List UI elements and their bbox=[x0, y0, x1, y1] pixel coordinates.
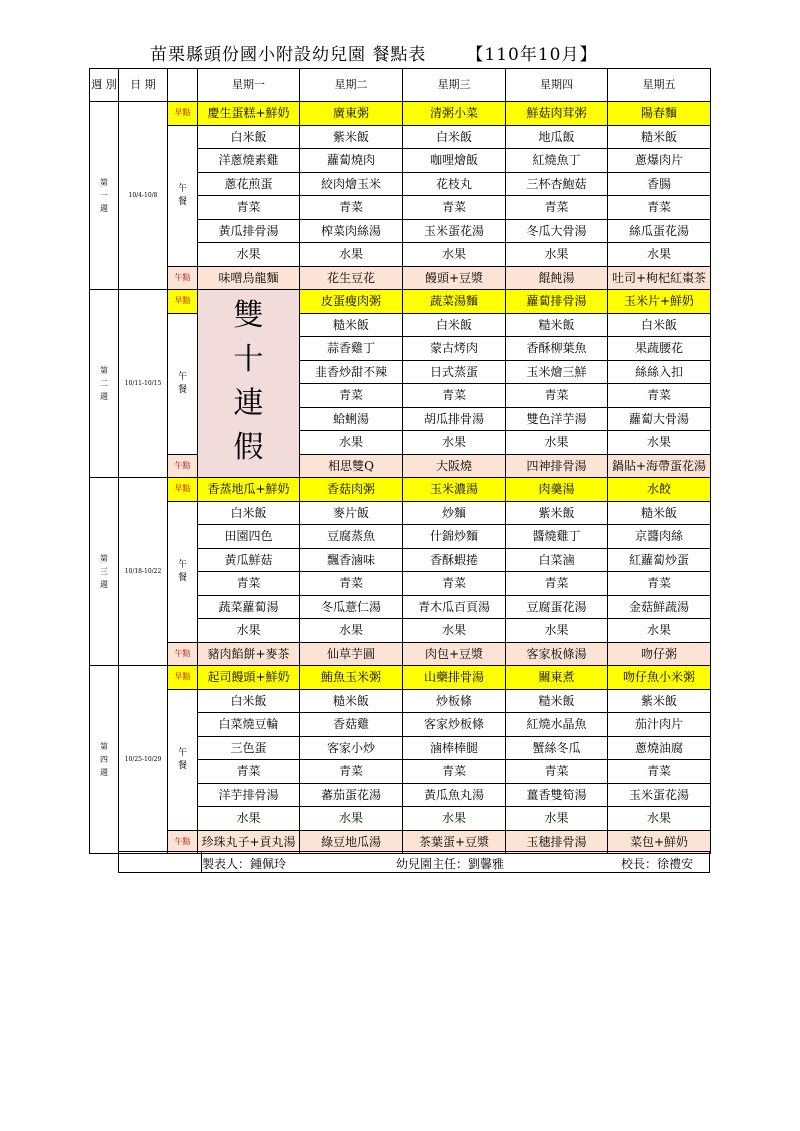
lunch-item: 絲瓜蛋花湯 bbox=[608, 219, 711, 243]
lunch-item: 青菜 bbox=[403, 760, 506, 784]
snack-item: 饅頭+豆漿 bbox=[403, 266, 506, 290]
lunch-label: 午 餐 bbox=[168, 689, 198, 830]
lunch-item: 黃瓜鮮菇 bbox=[198, 548, 300, 572]
lunch-item: 青菜 bbox=[506, 384, 608, 408]
lunch-row bbox=[90, 501, 711, 525]
snack-item: 客家板條湯 bbox=[506, 642, 608, 666]
lunch-item: 炒板條 bbox=[403, 689, 506, 713]
lunch-item: 客家小炒 bbox=[300, 736, 403, 760]
lunch-item: 果蔬腰花 bbox=[608, 337, 711, 361]
snack-item: 茶葉蛋+豆漿 bbox=[403, 830, 506, 854]
lunch-item: 水果 bbox=[198, 243, 300, 267]
lunch-item: 水果 bbox=[300, 807, 403, 831]
lunch-item: 糙米飯 bbox=[506, 689, 608, 713]
breakfast-item: 廣東粥 bbox=[300, 102, 403, 126]
lunch-item: 茄汁肉片 bbox=[608, 713, 711, 737]
breakfast-item: 鮪魚玉米粥 bbox=[300, 666, 403, 690]
day-header: 星期一 bbox=[198, 69, 300, 102]
lunch-item: 香菇雞 bbox=[300, 713, 403, 737]
snack-label: 午點 bbox=[168, 454, 198, 478]
lunch-item: 三色蛋 bbox=[198, 736, 300, 760]
menu-title: 苗栗縣頭份國小附設幼兒園 餐點表 bbox=[150, 45, 427, 65]
month-tag: 【110年10月】 bbox=[466, 45, 598, 65]
breakfast-label: 早點 bbox=[168, 102, 198, 126]
lunch-row bbox=[90, 125, 711, 149]
lunch-item: 水果 bbox=[198, 807, 300, 831]
snack-item: 大阪燒 bbox=[403, 454, 506, 478]
lunch-item: 青菜 bbox=[608, 196, 711, 220]
lunch-row bbox=[90, 313, 711, 337]
lunch-item: 紫米飯 bbox=[608, 689, 711, 713]
lunch-item: 糙米飯 bbox=[506, 313, 608, 337]
lunch-item: 玉米蛋花湯 bbox=[608, 783, 711, 807]
lunch-item: 白米飯 bbox=[198, 689, 300, 713]
lunch-item: 蘿蔔大骨湯 bbox=[608, 407, 711, 431]
snack-item: 鍋貼+海帶蛋花湯 bbox=[608, 454, 711, 478]
lunch-item: 紅燒魚丁 bbox=[506, 149, 608, 173]
snack-item: 餛飩湯 bbox=[506, 266, 608, 290]
lunch-label: 午 餐 bbox=[168, 313, 198, 454]
lunch-item: 香腸 bbox=[608, 172, 711, 196]
lunch-item: 青菜 bbox=[403, 196, 506, 220]
lunch-item: 蔥爆肉片 bbox=[608, 149, 711, 173]
lunch-item: 糙米飯 bbox=[608, 125, 711, 149]
lunch-item: 糙米飯 bbox=[608, 501, 711, 525]
lunch-item: 青菜 bbox=[300, 196, 403, 220]
lunch-item: 蔬菜蘿蔔湯 bbox=[198, 595, 300, 619]
breakfast-label: 早點 bbox=[168, 666, 198, 690]
snack-item: 吐司+枸杞紅棗茶 bbox=[608, 266, 711, 290]
lunch-item: 豆腐蒸魚 bbox=[300, 525, 403, 549]
lunch-item: 雙色洋芋湯 bbox=[506, 407, 608, 431]
lunch-item: 水果 bbox=[506, 619, 608, 643]
snack-row bbox=[90, 266, 711, 290]
lunch-item: 蔥燒油腐 bbox=[608, 736, 711, 760]
lunch-item: 青菜 bbox=[198, 572, 300, 596]
snack-label: 午點 bbox=[168, 266, 198, 290]
breakfast-row bbox=[90, 102, 711, 126]
breakfast-row bbox=[90, 666, 711, 690]
snack-item: 豬肉餡餅+麥茶 bbox=[198, 642, 300, 666]
lunch-item: 白米飯 bbox=[198, 125, 300, 149]
sig-divider bbox=[118, 852, 119, 873]
lunch-item: 醬燒雞丁 bbox=[506, 525, 608, 549]
lunch-item: 京醬肉絲 bbox=[608, 525, 711, 549]
lunch-item: 糙米飯 bbox=[300, 313, 403, 337]
lunch-item: 水果 bbox=[608, 431, 711, 455]
breakfast-item: 陽春麵 bbox=[608, 102, 711, 126]
page-title bbox=[150, 40, 650, 65]
lunch-item: 青菜 bbox=[506, 196, 608, 220]
snack-label: 午點 bbox=[168, 642, 198, 666]
lunch-item: 絞肉燴玉米 bbox=[300, 172, 403, 196]
lunch-item: 飄香滷味 bbox=[300, 548, 403, 572]
lunch-item: 炒麵 bbox=[403, 501, 506, 525]
lunch-item: 日式蒸蛋 bbox=[403, 360, 506, 384]
week-date: 10/18-10/22 bbox=[119, 478, 168, 666]
lunch-item: 蒜香雞丁 bbox=[300, 337, 403, 361]
week-header: 週 別 bbox=[90, 69, 119, 102]
menu-table bbox=[89, 68, 711, 854]
lunch-item: 水果 bbox=[608, 619, 711, 643]
lunch-item: 香酥蝦捲 bbox=[403, 548, 506, 572]
lunch-item: 麥片飯 bbox=[300, 501, 403, 525]
week-label: 第 一 週 bbox=[90, 102, 119, 290]
breakfast-row bbox=[90, 290, 711, 314]
lunch-label: 午 餐 bbox=[168, 125, 198, 266]
lunch-item: 白米飯 bbox=[403, 125, 506, 149]
lunch-item: 滷棒棒腿 bbox=[403, 736, 506, 760]
lunch-item: 水果 bbox=[403, 807, 506, 831]
lunch-item: 金菇鮮蔬湯 bbox=[608, 595, 711, 619]
lunch-item: 絲絲入扣 bbox=[608, 360, 711, 384]
lunch-item: 水果 bbox=[608, 243, 711, 267]
lunch-item: 水果 bbox=[300, 243, 403, 267]
lunch-item: 水果 bbox=[300, 619, 403, 643]
lunch-item: 糙米飯 bbox=[300, 689, 403, 713]
lunch-item: 蒙古烤肉 bbox=[403, 337, 506, 361]
lunch-item: 香酥柳葉魚 bbox=[506, 337, 608, 361]
breakfast-label: 早點 bbox=[168, 478, 198, 502]
meal-header bbox=[168, 69, 198, 102]
lunch-item: 花枝丸 bbox=[403, 172, 506, 196]
lunch-item: 黃瓜魚丸湯 bbox=[403, 783, 506, 807]
lunch-item: 水果 bbox=[608, 807, 711, 831]
day-header: 星期五 bbox=[608, 69, 711, 102]
lunch-item: 青木瓜百頁湯 bbox=[403, 595, 506, 619]
menu-table-wrapper bbox=[89, 68, 710, 854]
lunch-item: 白米飯 bbox=[608, 313, 711, 337]
breakfast-item: 關東煮 bbox=[506, 666, 608, 690]
snack-item: 四神排骨湯 bbox=[506, 454, 608, 478]
lunch-item: 蟹絲冬瓜 bbox=[506, 736, 608, 760]
lunch-item: 水果 bbox=[403, 243, 506, 267]
lunch-item: 水果 bbox=[506, 243, 608, 267]
snack-item: 肉包+豆漿 bbox=[403, 642, 506, 666]
week-date: 10/25-10/29 bbox=[119, 666, 168, 854]
snack-row bbox=[90, 642, 711, 666]
lunch-item: 玉米燴三鮮 bbox=[506, 360, 608, 384]
lunch-item: 青菜 bbox=[608, 384, 711, 408]
breakfast-item: 吻仔魚小米粥 bbox=[608, 666, 711, 690]
snack-row bbox=[90, 454, 711, 478]
snack-item: 珍珠丸子+貢丸湯 bbox=[198, 830, 300, 854]
lunch-item: 青菜 bbox=[403, 384, 506, 408]
lunch-item: 水果 bbox=[403, 619, 506, 643]
breakfast-item: 皮蛋瘦肉粥 bbox=[300, 290, 403, 314]
breakfast-item: 玉米片+鮮奶 bbox=[608, 290, 711, 314]
snack-item: 玉穗排骨湯 bbox=[506, 830, 608, 854]
breakfast-item: 山藥排骨湯 bbox=[403, 666, 506, 690]
date-header: 日 期 bbox=[119, 69, 168, 102]
lunch-item: 青菜 bbox=[198, 196, 300, 220]
lunch-item: 青菜 bbox=[300, 384, 403, 408]
lunch-item: 蕃茄蛋花湯 bbox=[300, 783, 403, 807]
menu-table-body bbox=[90, 69, 711, 854]
director-signature: 幼兒園主任：劉馨雅 bbox=[396, 857, 505, 871]
snack-label: 午點 bbox=[168, 830, 198, 854]
lunch-item: 水果 bbox=[403, 431, 506, 455]
breakfast-item: 起司饅頭+鮮奶 bbox=[198, 666, 300, 690]
week-date: 10/4-10/8 bbox=[119, 102, 168, 290]
lunch-item: 什錦炒麵 bbox=[403, 525, 506, 549]
breakfast-item: 慶生蛋糕+鮮奶 bbox=[198, 102, 300, 126]
principal-signature: 校長：徐禮安 bbox=[621, 857, 694, 871]
lunch-item: 胡瓜排骨湯 bbox=[403, 407, 506, 431]
holiday-notice: 雙 十 連 假 bbox=[198, 290, 300, 478]
lunch-item: 蘿蔔燒肉 bbox=[300, 149, 403, 173]
lunch-item: 三杯杏鮑菇 bbox=[506, 172, 608, 196]
lunch-item: 韭香炒甜不辣 bbox=[300, 360, 403, 384]
lunch-item: 豆腐蛋花湯 bbox=[506, 595, 608, 619]
breakfast-item: 水餃 bbox=[608, 478, 711, 502]
breakfast-item: 肉羹湯 bbox=[506, 478, 608, 502]
lunch-item: 薑香雙筍湯 bbox=[506, 783, 608, 807]
lunch-item: 青菜 bbox=[198, 760, 300, 784]
lunch-item: 咖哩燴飯 bbox=[403, 149, 506, 173]
lunch-item: 白米飯 bbox=[198, 501, 300, 525]
week-label: 第 三 週 bbox=[90, 478, 119, 666]
snack-item: 花生豆花 bbox=[300, 266, 403, 290]
lunch-item: 蛤蜊湯 bbox=[300, 407, 403, 431]
maker-signature: 製表人：鍾佩玲 bbox=[202, 857, 287, 871]
lunch-item: 水果 bbox=[506, 807, 608, 831]
lunch-item: 紅燒水晶魚 bbox=[506, 713, 608, 737]
breakfast-item: 香菇肉粥 bbox=[300, 478, 403, 502]
breakfast-item: 鮮菇肉茸粥 bbox=[506, 102, 608, 126]
lunch-item: 客家炒板條 bbox=[403, 713, 506, 737]
lunch-row bbox=[90, 689, 711, 713]
lunch-item: 水果 bbox=[506, 431, 608, 455]
lunch-item: 青菜 bbox=[300, 572, 403, 596]
lunch-item: 紫米飯 bbox=[300, 125, 403, 149]
lunch-item: 榨菜肉絲湯 bbox=[300, 219, 403, 243]
breakfast-item: 香蒸地瓜+鮮奶 bbox=[198, 478, 300, 502]
header-row bbox=[90, 69, 711, 102]
week-label: 第 二 週 bbox=[90, 290, 119, 478]
day-header: 星期二 bbox=[300, 69, 403, 102]
breakfast-row bbox=[90, 478, 711, 502]
snack-item: 仙草芋圓 bbox=[300, 642, 403, 666]
breakfast-label: 早點 bbox=[168, 290, 198, 314]
snack-item: 味噌烏龍麵 bbox=[198, 266, 300, 290]
lunch-item: 青菜 bbox=[403, 572, 506, 596]
lunch-item: 青菜 bbox=[300, 760, 403, 784]
lunch-item: 白菜燒豆輪 bbox=[198, 713, 300, 737]
lunch-item: 白米飯 bbox=[403, 313, 506, 337]
lunch-item: 青菜 bbox=[608, 572, 711, 596]
lunch-item: 紅蘿蔔炒蛋 bbox=[608, 548, 711, 572]
lunch-item: 黃瓜排骨湯 bbox=[198, 219, 300, 243]
day-header: 星期四 bbox=[506, 69, 608, 102]
lunch-label: 午 餐 bbox=[168, 501, 198, 642]
lunch-item: 青菜 bbox=[506, 760, 608, 784]
lunch-item: 冬瓜大骨湯 bbox=[506, 219, 608, 243]
signature-line bbox=[202, 851, 710, 871]
breakfast-item: 清粥小菜 bbox=[403, 102, 506, 126]
lunch-item: 青菜 bbox=[608, 760, 711, 784]
breakfast-item: 玉米濃湯 bbox=[403, 478, 506, 502]
day-header: 星期三 bbox=[403, 69, 506, 102]
snack-row bbox=[90, 830, 711, 854]
breakfast-item: 蔬菜湯麵 bbox=[403, 290, 506, 314]
lunch-item: 玉米蛋花湯 bbox=[403, 219, 506, 243]
snack-item: 菜包+鮮奶 bbox=[608, 830, 711, 854]
lunch-item: 白菜滷 bbox=[506, 548, 608, 572]
lunch-item: 水果 bbox=[300, 431, 403, 455]
lunch-item: 田園四色 bbox=[198, 525, 300, 549]
lunch-item: 洋芋排骨湯 bbox=[198, 783, 300, 807]
snack-item: 相思雙Q bbox=[300, 454, 403, 478]
breakfast-item: 蘿蔔排骨湯 bbox=[506, 290, 608, 314]
lunch-item: 冬瓜薏仁湯 bbox=[300, 595, 403, 619]
lunch-item: 青菜 bbox=[506, 572, 608, 596]
week-date: 10/11-10/15 bbox=[119, 290, 168, 478]
week-label: 第 四 週 bbox=[90, 666, 119, 854]
lunch-item: 地瓜飯 bbox=[506, 125, 608, 149]
snack-item: 吻仔粥 bbox=[608, 642, 711, 666]
snack-item: 綠豆地瓜湯 bbox=[300, 830, 403, 854]
lunch-item: 蔥花煎蛋 bbox=[198, 172, 300, 196]
lunch-item: 洋蔥燒素雞 bbox=[198, 149, 300, 173]
lunch-item: 水果 bbox=[198, 619, 300, 643]
lunch-item: 紫米飯 bbox=[506, 501, 608, 525]
